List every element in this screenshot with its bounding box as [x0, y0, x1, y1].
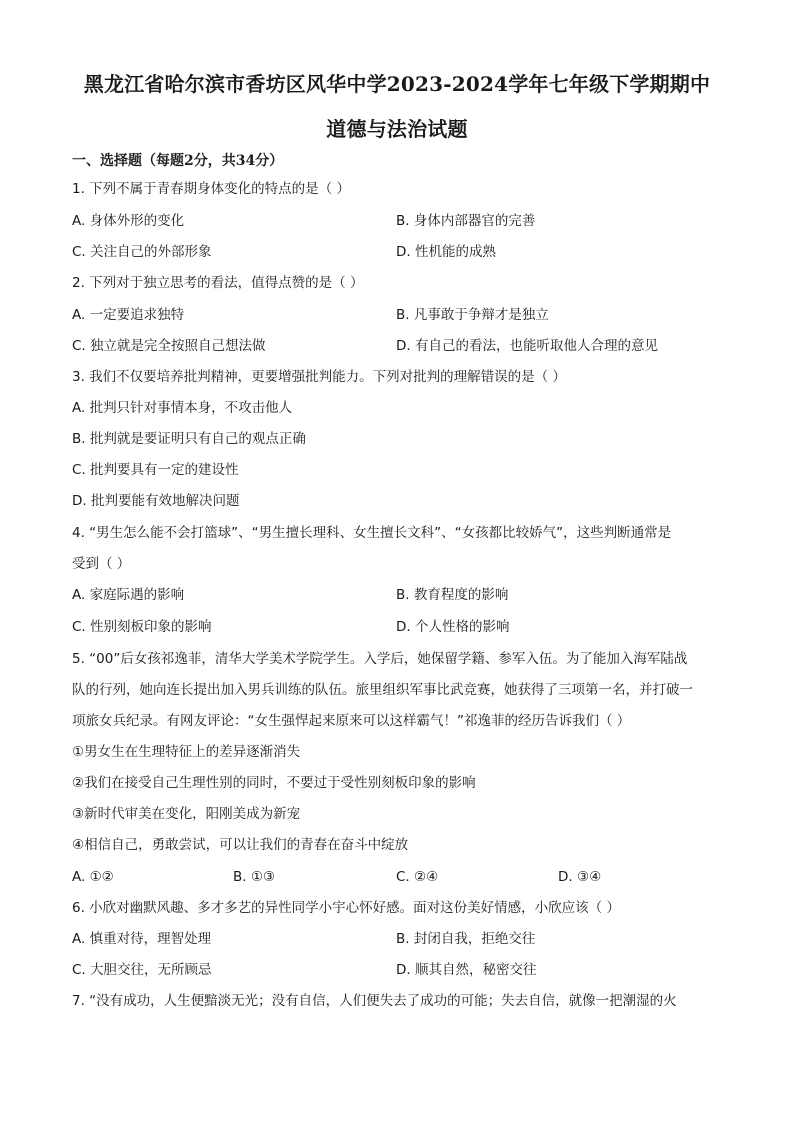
question-5-statement-4: ④相信自己，勇敢尝试，可以让我们的青春在奋斗中绽放 — [72, 837, 409, 853]
question-5-stem-line2: 队的行列，她向连长提出加入男兵训练的队伍。旅里组织军事比武竞赛，她获得了三项第一名，并打破一 — [72, 682, 693, 698]
question-5-stem-line1: 5. “00”后女孩祁逸菲，清华大学美术学院学生。入学后，她保留学籍、参军入伍。为了能加入海军陆战 — [72, 651, 688, 667]
section-heading: 一、选择题（每题2分，共34分） — [72, 153, 284, 169]
question-3-option-c: C. 批判要具有一定的建设性 — [72, 462, 239, 478]
question-5-statement-3: ③新时代审美在变化，阳刚美成为新宠 — [72, 806, 301, 822]
question-4-option-d: D. 个人性格的影响 — [396, 619, 510, 635]
question-5-statement-1: ①男女生在生理特征上的差异逐渐消失 — [72, 744, 301, 760]
question-5-statement-2: ②我们在接受自己生理性别的同时，不要过于受性别刻板印象的影响 — [72, 775, 476, 791]
question-4-option-c: C. 性别刻板印象的影响 — [72, 619, 212, 635]
question-6-option-b: B. 封闭自我，拒绝交往 — [396, 931, 536, 947]
question-3-option-d: D. 批判要能有效地解决问题 — [72, 493, 240, 509]
exam-title-line1: 黑龙江省哈尔滨市香坊区风华中学2023-2024学年七年级下学期期中 — [83, 72, 711, 96]
question-2-option-b: B. 凡事敢于争辩才是独立 — [396, 307, 549, 323]
question-6-option-a: A. 慎重对待，理智处理 — [72, 931, 212, 947]
question-4-stem-line1: 4. “男生怎么能不会打篮球”、“男生擅长理科、女生擅长文科”、“女孩都比较娇气”，这些判断通常是 — [72, 525, 672, 541]
question-7-stem-line1: 7. “没有成功，人生便黯淡无光；没有自信，人们便失去了成功的可能；失去自信，就像一把潮湿的火 — [72, 993, 677, 1009]
question-4-stem-line2: 受到（ ） — [72, 556, 131, 572]
question-2-option-a: A. 一定要追求独特 — [72, 307, 185, 323]
question-1-option-c: C. 关注自己的外部形象 — [72, 244, 212, 260]
question-5-stem-line3: 项旅女兵纪录。有网友评论：“女生强悍起来原来可以这样霸气！”祁逸菲的经历告诉我们（ ） — [72, 713, 631, 729]
question-4-option-b: B. 教育程度的影响 — [396, 587, 509, 603]
question-1-stem: 1. 下列不属于青春期身体变化的特点的是（ ） — [72, 181, 350, 197]
question-3-stem: 3. 我们不仅要培养批判精神，更要增强批判能力。下列对批判的理解错误的是（ ） — [72, 369, 566, 385]
question-3-option-b: B. 批判就是要证明只有自己的观点正确 — [72, 431, 306, 447]
question-5-option-c: C. ②④ — [396, 869, 439, 885]
question-6-stem: 6. 小欣对幽默风趣、多才多艺的异性同学小宇心怀好感。面对这份美好情感，小欣应该（ ） — [72, 900, 620, 916]
question-5-option-d: D. ③④ — [558, 869, 602, 885]
question-2-stem: 2. 下列对于独立思考的看法，值得点赞的是（ ） — [72, 275, 364, 291]
question-1-option-b: B. 身体内部器官的完善 — [396, 213, 536, 229]
question-5-option-a: A. ①② — [72, 869, 114, 885]
question-2-option-c: C. 独立就是完全按照自己想法做 — [72, 338, 266, 354]
question-1-option-d: D. 性机能的成熟 — [396, 244, 496, 260]
question-4-option-a: A. 家庭际遇的影响 — [72, 587, 185, 603]
question-6-option-c: C. 大胆交往，无所顾忌 — [72, 962, 212, 978]
question-5-option-b: B. ①③ — [233, 869, 276, 885]
exam-title-line2: 道德与法治试题 — [326, 117, 468, 141]
question-2-option-d: D. 有自己的看法，也能听取他人合理的意见 — [396, 338, 658, 354]
question-3-option-a: A. 批判只针对事情本身，不攻击他人 — [72, 400, 293, 416]
question-1-option-a: A. 身体外形的变化 — [72, 213, 185, 229]
question-6-option-d: D. 顺其自然，秘密交往 — [396, 962, 537, 978]
